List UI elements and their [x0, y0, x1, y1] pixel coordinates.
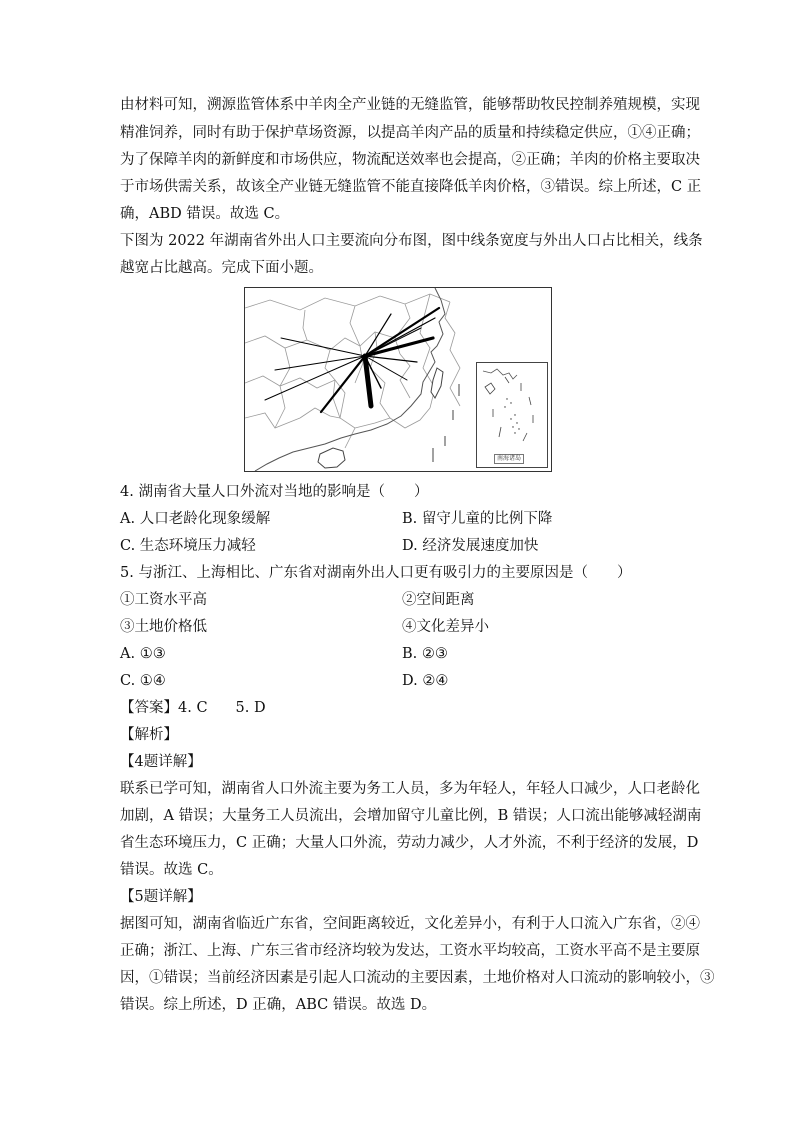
intro-line-5: 确，ABD 错误。故选 C。	[120, 206, 290, 222]
answer-q4: 4. C	[178, 700, 208, 716]
detail4-line-1: 联系已学可知，湖南省人口外流主要为务工人员，多为年轻人，年轻人口减少，人口老龄化	[120, 781, 700, 797]
q5-item-2: ②空间距离	[402, 592, 475, 608]
detail4-label: 【4题详解】	[120, 754, 202, 770]
flow-line-sichuan	[281, 338, 365, 356]
flow-lines	[265, 308, 439, 412]
inset-label: 南海诸岛	[494, 454, 524, 464]
flow-line-guangdong	[365, 356, 371, 406]
flow-line-yunnan	[265, 356, 365, 400]
q5-item-1: ①工资水平高	[120, 592, 207, 608]
answer-line	[120, 698, 266, 718]
q4-option-c[interactable]: C. 生态环境压力减轻	[120, 538, 256, 554]
q4-option-a[interactable]: A. 人口老龄化现象缓解	[120, 511, 271, 527]
answer-q5: 5. D	[235, 700, 266, 716]
q5-option-c[interactable]: C. ①④	[120, 673, 166, 689]
detail4-line-2: 加剧，A 错误；大量务工人员流出，会增加留守儿童比例，B 错误；人口流出能够减轻湖南	[120, 808, 702, 824]
south-china-sea-inset	[476, 362, 548, 468]
detail5-line-4: 错误。综上所述，D 正确，ABC 错误。故选 D。	[120, 997, 437, 1013]
intro-line-3: 为了保障羊肉的新鲜度和市场供应，物流配送效率也会提高，②正确；羊肉的价格主要取决	[120, 152, 700, 168]
q5-option-a[interactable]: A. ①③	[120, 646, 166, 662]
detail5-line-1: 据图可知，湖南省临近广东省，空间距离较近，文化差异小，有利于人口流入广东省，②④	[120, 916, 700, 932]
taiwan-island	[431, 368, 443, 398]
q5-option-d[interactable]: D. ②④	[402, 673, 449, 689]
q5-item-3: ③土地价格低	[120, 619, 207, 635]
intro-line-2: 精准饲养，同时有助于保护草场资源，以提高羊肉产品的质量和持续稳定供应，①④正确；	[120, 125, 700, 141]
analysis-label: 【解析】	[120, 727, 178, 743]
hainan-island	[318, 448, 345, 468]
detail5-line-2: 正确；浙江、上海、广东三省市经济均较为发达，工资水平均较高，工资水平高不是主要原	[120, 943, 700, 959]
q5-option-b[interactable]: B. ②③	[402, 646, 448, 662]
q4-option-b[interactable]: B. 留守儿童的比例下降	[402, 511, 553, 527]
inset-svg	[477, 363, 547, 455]
material-line-1: 下图为 2022 年湖南省外出人口主要流向分布图，图中线条宽度与外出人口占比相关，线条	[120, 233, 703, 249]
q4-option-d[interactable]: D. 经济发展速度加快	[402, 538, 539, 554]
q4-stem: 4. 湖南省大量人口外流对当地的影响是（ ）	[120, 484, 429, 500]
intro-line-1: 由材料可知，溯源监管体系中羊肉全产业链的无缝监管，能够帮助牧民控制养殖规模，实现	[120, 97, 700, 113]
q5-item-4: ④文化差异小	[402, 619, 489, 635]
detail4-line-3: 省生态环境压力，C 正确；大量人口外流，劳动力减少，人才外流，不利于经济的发展，D	[120, 835, 699, 851]
detail5-label: 【5题详解】	[120, 889, 202, 905]
intro-line-4: 于市场供需关系，故该全产业链无缝监管不能直接降低羊肉价格，③错误。综上所述，C 正	[120, 179, 702, 195]
answer-label: 【答案】	[120, 700, 178, 716]
flow-line-zhejiang	[365, 338, 433, 356]
detail4-line-4: 错误。故选 C。	[120, 862, 223, 878]
q5-stem: 5. 与浙江、上海相比、广东省对湖南外出人口更有吸引力的主要原因是（ ）	[120, 565, 632, 581]
detail5-line-3: 因，①错误；当前经济因素是引起人口流动的主要因素，土地价格对人口流动的影响较小，③	[120, 970, 715, 986]
boundary-dashes	[433, 384, 459, 462]
material-line-2: 越宽占比越高。完成下面小题。	[120, 260, 323, 276]
